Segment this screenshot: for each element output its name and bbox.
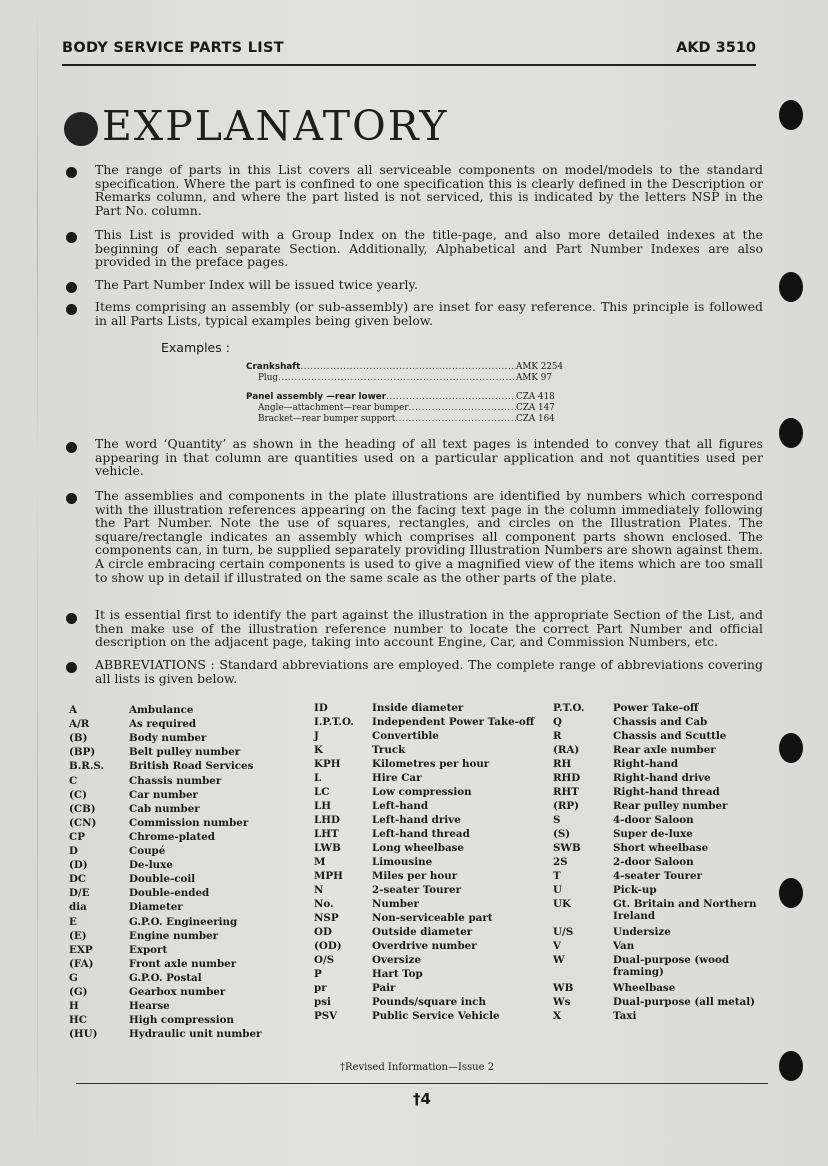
abbreviation-code: SWB: [553, 842, 581, 854]
abbreviation-code: DC: [69, 873, 87, 886]
abbreviation-meaning: Miles per hour: [372, 870, 458, 882]
abbreviation-code: V: [553, 940, 561, 952]
page-title: EXPLANATORY: [102, 102, 449, 150]
abbreviation-meaning: Chrome-plated: [129, 830, 215, 843]
abbreviation-code: LHD: [314, 814, 340, 826]
abbreviation-meaning: Coupé: [129, 845, 166, 857]
abbreviation-meaning: Public Service Vehicle: [372, 1010, 500, 1022]
abbreviation-code: (BP): [69, 746, 96, 759]
margin-mark: [37, 0, 38, 1166]
abbreviation-code: D/E: [69, 887, 90, 900]
abbreviation-code: S: [553, 814, 561, 826]
bullet-icon: [66, 232, 77, 243]
abbreviation-code: K: [314, 744, 323, 756]
abbreviation-code: dia: [69, 901, 87, 914]
abbreviation-meaning: Number: [372, 898, 419, 910]
abbreviation-code: (B): [69, 732, 88, 745]
abbreviation-code: (C): [69, 788, 87, 801]
abbreviation-meaning: Engine number: [129, 929, 219, 942]
abbreviation-meaning: Super de-luxe: [613, 828, 693, 840]
abbreviation-code: (CB): [69, 802, 96, 815]
abbreviation-meaning: British Road Services: [129, 760, 254, 773]
abbreviation-meaning: Overdrive number: [372, 940, 477, 952]
abbreviation-code: T: [553, 870, 561, 882]
abbreviation-code: (S): [553, 828, 571, 840]
abbreviation-code: LH: [314, 800, 331, 812]
paragraph-quantity: The word ‘Quantity’ as shown in the heading of all text pages is intended to convey that all figures appearing in that column are quantities used on a particular application and not quantities used per vehicle.: [95, 436, 763, 479]
abbreviation-code: RHT: [553, 786, 579, 798]
paragraph-part-number-index: The Part Number Index will be issued twice yearly.: [95, 277, 418, 292]
abbreviation-meaning: Long wheelbase: [372, 842, 464, 854]
abbreviation-code: Ws: [553, 996, 571, 1008]
abbreviation-meaning: De-luxe: [129, 859, 173, 872]
abbreviation-code: M: [314, 856, 326, 868]
bullet-icon: [66, 282, 77, 293]
abbreviation-meaning: Right-hand thread: [613, 786, 720, 798]
abbreviation-code: J: [314, 730, 319, 742]
abbreviation-meaning: Chassis number: [129, 774, 222, 787]
abbreviation-meaning: Gt. Britain and Northern Ireland: [613, 898, 757, 922]
abbreviation-code: OD: [314, 926, 332, 938]
abbreviation-code: N: [314, 884, 324, 896]
abbreviation-meaning: Chassis and Cab: [613, 716, 708, 728]
abbreviation-code: KPH: [314, 758, 341, 770]
abbreviation-code: PSV: [314, 1010, 338, 1022]
header-code: AKD 3510: [676, 40, 756, 56]
abbreviation-meaning: Low compression: [372, 786, 472, 798]
punch-hole-icon: [779, 272, 803, 302]
page-header: [62, 38, 756, 66]
footer-rule: [76, 1083, 768, 1084]
abbreviation-code: ID: [314, 702, 328, 714]
abbreviation-code: P: [314, 968, 322, 980]
abbreviation-code: D: [69, 845, 78, 857]
abbreviation-meaning: Dual-purpose (wood framing): [613, 954, 730, 978]
abbreviation-meaning: Oversize: [372, 954, 422, 966]
abbreviation-meaning: Truck: [372, 744, 406, 756]
abbreviation-meaning: Rear pulley number: [613, 800, 728, 812]
abbreviation-meaning: 2-seater Tourer: [372, 884, 462, 896]
abbreviation-meaning: Front axle number: [129, 957, 237, 970]
abbreviation-code: (FA): [69, 957, 94, 970]
abbreviation-code: U/S: [553, 926, 574, 938]
abbreviation-code: HC: [69, 1014, 87, 1027]
page-number: †4: [413, 1090, 431, 1108]
abbreviation-code: psi: [314, 996, 331, 1008]
example-part: CZA 147: [516, 403, 555, 413]
abbreviation-code: LHT: [314, 828, 339, 840]
abbreviation-meaning: Car number: [129, 788, 198, 801]
abbreviation-meaning: Left-hand: [372, 800, 429, 812]
abbreviation-meaning: Limousine: [372, 856, 433, 868]
abbreviation-meaning: Double-coil: [129, 873, 196, 886]
abbreviation-meaning: Ambulance: [129, 704, 194, 716]
abbreviation-code: NSP: [314, 912, 339, 924]
abbreviation-meaning: Left-hand thread: [372, 828, 470, 840]
abbreviation-meaning: Commission number: [129, 816, 249, 829]
abbreviation-meaning: Non-serviceable part: [372, 912, 493, 924]
abbreviation-code: (RA): [553, 744, 580, 756]
abbreviation-meaning: Outside diameter: [372, 926, 473, 938]
bullet-icon: [66, 493, 77, 504]
abbreviation-code: E: [69, 915, 77, 928]
abbreviation-meaning: G.P.O. Postal: [129, 971, 202, 984]
example-row: [246, 362, 572, 372]
example-row: [246, 414, 572, 424]
abbreviation-meaning: As required: [129, 718, 197, 731]
punch-hole-icon: [779, 878, 803, 908]
header-title: BODY SERVICE PARTS LIST: [62, 40, 284, 56]
abbreviation-meaning: Rear axle number: [613, 744, 716, 756]
abbreviation-meaning: Diameter: [129, 901, 183, 914]
abbreviation-code: L: [314, 772, 322, 784]
abbreviation-meaning: Hearse: [129, 1000, 170, 1013]
abbreviation-meaning: Chassis and Scuttle: [613, 730, 727, 742]
abbreviation-meaning: High compression: [129, 1014, 234, 1027]
abbreviation-code: EXP: [69, 943, 93, 956]
abbreviation-meaning: Gearbox number: [129, 986, 226, 998]
abbreviation-meaning: Right-hand: [613, 758, 679, 770]
example-name: Crankshaft: [246, 362, 301, 372]
abbreviation-code: A: [69, 704, 77, 716]
abbreviation-code: (HU): [69, 1028, 98, 1041]
abbreviation-code: UK: [553, 898, 571, 910]
abbreviation-code: Q: [553, 716, 562, 728]
example-part: AMK 2254: [516, 362, 564, 372]
abbreviation-meaning: G.P.O. Engineering: [129, 915, 238, 928]
paragraph-assembly: Items comprising an assembly (or sub-assembly) are inset for easy reference. This principle is followed in all Parts Lists, typical examples being given below.: [95, 299, 763, 328]
abbreviation-code: (OD): [314, 940, 342, 952]
abbreviation-meaning: Pair: [372, 982, 396, 994]
abbreviation-meaning: Body number: [129, 732, 207, 745]
abbreviation-code: (D): [69, 859, 88, 872]
abbreviation-code: B.R.S.: [69, 760, 105, 773]
abbreviation-code: W: [553, 954, 565, 966]
abbreviation-meaning: Taxi: [613, 1010, 637, 1022]
abbreviation-meaning: Hydraulic unit number: [129, 1028, 262, 1041]
abbreviation-meaning: Short wheelbase: [613, 842, 709, 854]
punch-hole-icon: [779, 418, 803, 448]
abbreviation-code: A/R: [69, 718, 90, 731]
abbreviation-code: H: [69, 1000, 79, 1013]
abbreviation-meaning: Left-hand drive: [372, 814, 461, 826]
abbreviation-code: LWB: [314, 842, 341, 854]
abbreviation-meaning: Export: [129, 943, 168, 956]
abbreviation-code: (E): [69, 929, 87, 942]
abbreviation-code: R: [553, 730, 562, 742]
paragraph-identify: It is essential first to identify the part against the illustration in the appropriate Section of the List, and then make use of the illustration reference number to locate the correct Part Number and official description on the adjacent page, taking into account Engine, Car, and Commission Numbers, etc.: [95, 607, 763, 650]
abbreviation-meaning: Van: [613, 940, 635, 952]
bullet-icon: [66, 662, 77, 673]
abbreviation-code: CP: [69, 830, 85, 843]
abbreviation-code: 2S: [553, 856, 568, 868]
punch-hole-icon: [779, 100, 803, 130]
abbreviation-meaning: Inside diameter: [372, 702, 464, 714]
abbreviation-code: X: [553, 1010, 561, 1022]
abbreviation-code: RH: [553, 758, 572, 770]
abbreviation-code: I.P.T.O.: [314, 716, 354, 728]
abbreviation-meaning: Dual-purpose (all metal): [613, 996, 755, 1008]
abbreviation-meaning: Convertible: [372, 730, 439, 742]
examples-label: Examples :: [161, 340, 230, 355]
example-name: Bracket—rear bumper support: [258, 414, 396, 424]
example-part: AMK 97: [516, 373, 552, 383]
bullet-icon: [66, 167, 77, 178]
abbreviation-code: C: [69, 774, 78, 787]
abbreviation-meaning: Power Take-off: [613, 702, 699, 714]
abbreviation-code: U: [553, 884, 562, 896]
bullet-icon: [66, 304, 77, 315]
abbreviation-meaning: Undersize: [613, 926, 671, 938]
footnote: †Revised Information—Issue 2: [340, 1062, 495, 1073]
abbreviation-code: (G): [69, 986, 88, 998]
example-name: Panel assembly —rear lower: [246, 392, 387, 402]
abbreviation-meaning: Pounds/square inch: [372, 996, 486, 1008]
abbreviation-code: RHD: [553, 772, 581, 784]
paragraph-range: The range of parts in this List covers all serviceable components on model/models to the standard specification. Where the part is confined to one specification this is clearly defined in the Description or Remarks column, and where the part listed is not serviced, this is indicated by the letters NSP in the Part No. column.: [95, 162, 763, 218]
example-row: [246, 403, 572, 413]
punch-hole-icon: [779, 1051, 803, 1081]
abbreviation-code: No.: [314, 898, 334, 910]
abbreviation-code: (RP): [553, 800, 580, 812]
abbreviation-code: WB: [553, 982, 574, 994]
paragraph-index: This List is provided with a Group Index on the title-page, and also more detailed indexes at the beginning of each separate Section. Additionally, Alphabetical and Part Number Indexes are also provided in the preface pages.: [95, 227, 763, 270]
example-part: CZA 164: [516, 414, 555, 424]
title-bullet-icon: [64, 112, 98, 146]
abbreviation-meaning: Wheelbase: [613, 982, 676, 994]
example-row: [246, 392, 572, 402]
abbreviation-code: G: [69, 971, 78, 984]
abbreviation-meaning: Independent Power Take-off: [372, 716, 535, 728]
example-name: Angle—attachment—rear bumper: [258, 403, 409, 413]
bullet-icon: [66, 613, 77, 624]
abbreviation-meaning: 4-door Saloon: [613, 814, 694, 826]
abbreviation-meaning: Hire Car: [372, 772, 422, 784]
abbreviation-meaning: 2-door Saloon: [613, 856, 694, 868]
abbreviation-meaning: Hart Top: [372, 968, 423, 980]
abbreviation-meaning: Right-hand drive: [613, 772, 711, 784]
abbreviation-code: P.T.O.: [553, 702, 585, 714]
abbreviation-code: pr: [314, 982, 327, 994]
abbreviation-code: MPH: [314, 870, 343, 882]
punch-hole-icon: [779, 733, 803, 763]
abbreviation-code: LC: [314, 786, 330, 798]
abbreviation-meaning: 4-seater Tourer: [613, 870, 703, 882]
abbreviation-meaning: Belt pulley number: [129, 746, 241, 759]
abbreviation-meaning: Pick-up: [613, 884, 657, 896]
abbreviation-code: O/S: [314, 954, 335, 966]
abbreviation-meaning: Double-ended: [129, 887, 210, 900]
paragraph-abbreviations: ABBREVIATIONS : Standard abbreviations are employed. The complete range of abbreviations covering all lists is given below.: [95, 657, 763, 686]
example-name: Plug: [258, 373, 279, 383]
abbreviation-meaning: Cab number: [129, 802, 200, 815]
paragraph-illustrations: The assemblies and components in the plate illustrations are identified by numbers which correspond with the illustration references appearing on the facing text page in the column immediately following the Part Number. Note the use of squares, rectangles, and circles on the Illustration Plates. The square/rectangle indicates an assembly which comprises all component parts shown enclosed. The components can, in turn, be supplied separately providing Illustration Numbers are shown against them. A circle embracing certain components is used to give a magnified view of the items which are too small to show up in detail if illustrated on the same scale as the other parts of the plate.: [95, 488, 763, 585]
abbreviation-code: (CN): [69, 816, 97, 829]
bullet-icon: [66, 442, 77, 453]
example-row: [246, 373, 572, 383]
example-part: CZA 418: [516, 392, 555, 402]
abbreviation-meaning: Kilometres per hour: [372, 758, 490, 770]
